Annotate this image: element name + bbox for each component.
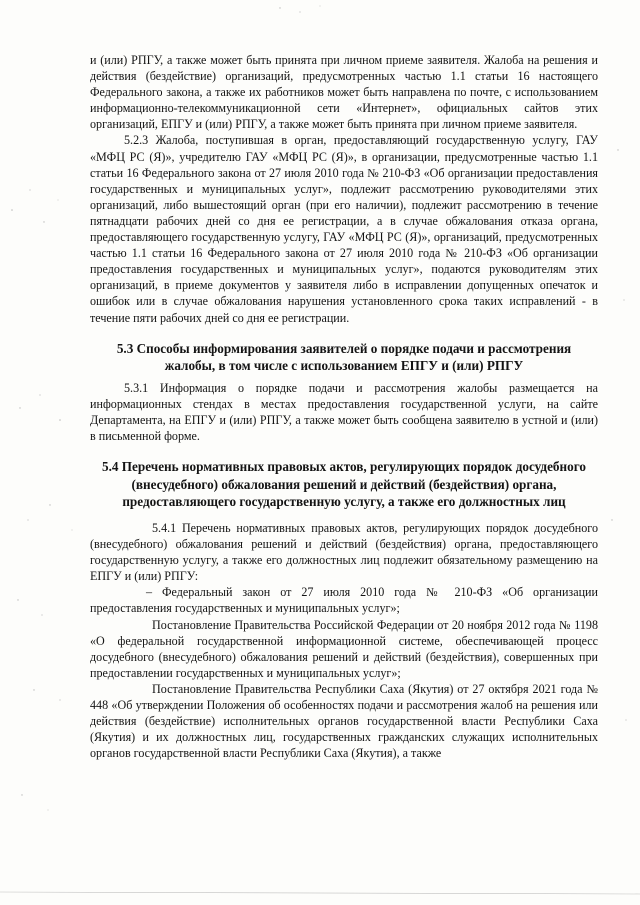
list-item: Постановление Правительства Республики Саха (Якутия) от 27 октября 2021 года № 448 «Об утверждении Положения об особенностях подачи и рассмотрения жалоб на решения или действия (бездействие) исполнительных органов государственной власти Республики Саха (Якутия) и их должностных лиц, государственных гражданских служащих исполнительных органов государственной власти Республики Саха (Якутия), а также — [90, 681, 598, 761]
paragraph: 5.4.1 Перечень нормативных правовых актов, регулирующих порядок досудебного (внесудебного) обжалования решений и действий (бездействия) органа, предоставляющего государственную услугу, а также его должностных лиц подлежит обязательному размещению на ЕПГУ и (или) РПГУ: — [90, 520, 598, 584]
section-heading-5-3: 5.3 Способы информирования заявителей о порядке подачи и рассмотрения жалобы, в том числе с использованием ЕПГУ и (или) РПГУ — [116, 340, 572, 373]
paragraph: 5.3.1 Информация о порядке подачи и рассмотрения жалобы размещается на информационных стендах в местах предоставления государственной услуги, на сайте Департамента, на ЕПГУ и (или) РПГУ, а также может быть сообщена заявителю в устной и (или) в письменной форме. — [90, 381, 598, 444]
paragraph: и (или) РПГУ, а также может быть принята при личном приеме заявителя. Жалоба на решения и действия (бездействие) организаций, предусмотренных частью 1.1 статьи 16 настоящего Федерального закона, а также их работников может быть направлена по почте, с использованием информационно-телекоммуникационной сети «Интернет», официальных сайтов этих организаций, ЕПГУ и (или) РПГУ, а также может быть принята при личном приеме заявителя. — [90, 53, 598, 132]
list-item: – Федеральный закон от 27 июля 2010 года № 210-ФЗ «Об организации предоставления государственных и муниципальных услуг»; — [90, 585, 598, 616]
paragraph: 5.2.3 Жалоба, поступившая в орган, предоставляющий государственную услугу, ГАУ «МФЦ РС (Я)», учредителю ГАУ «МФЦ РС (Я)», в организации, предусмотренные частью 1.1 статьи 16 Федерального закона от 27 июля 2010 года № 210-ФЗ «Об организации предоставления государственных и муниципальных услуг», подлежит рассмотрению руководителями этих организаций, либо вышестоящий орган (при его наличии), подлежит рассмотрению в течение пятнадцати рабочих дней со дня ее регистрации, а в случае обжалования отказа органа, предоставляющего государственную услугу, ГАУ «МФЦ РС (Я)», организаций, предусмотренных частью 1.1 статьи 16 Федерального закона от 27 июля 2010 года № 210-ФЗ «Об организации предоставления государственных и муниципальных услуг», подаются руководителям этих организаций, в приеме документов у заявителя либо в исправлении допущенных опечаток и ошибок или в случае обжалования нарушения установленного срока таких исправлений - в течение пяти рабочих дней со дня ее регистрации. — [90, 133, 598, 325]
document-body — [90, 52, 598, 761]
list-item: Постановление Правительства Российской Федерации от 20 ноября 2012 года № 1198 «О федеральной государственной информационной системе, обеспечивающей процесс досудебного (внесудебного) обжалования решений и действий (бездействия), совершенных при предоставлении государственных и муниципальных услуг»; — [90, 617, 598, 680]
section-heading-5-4: 5.4 Перечень нормативных правовых актов, регулирующих порядок досудебного (внесудебного) обжалования решений и действий (бездействия) органа, предоставляющего государственную услугу, а также его должностных лиц — [102, 459, 586, 509]
